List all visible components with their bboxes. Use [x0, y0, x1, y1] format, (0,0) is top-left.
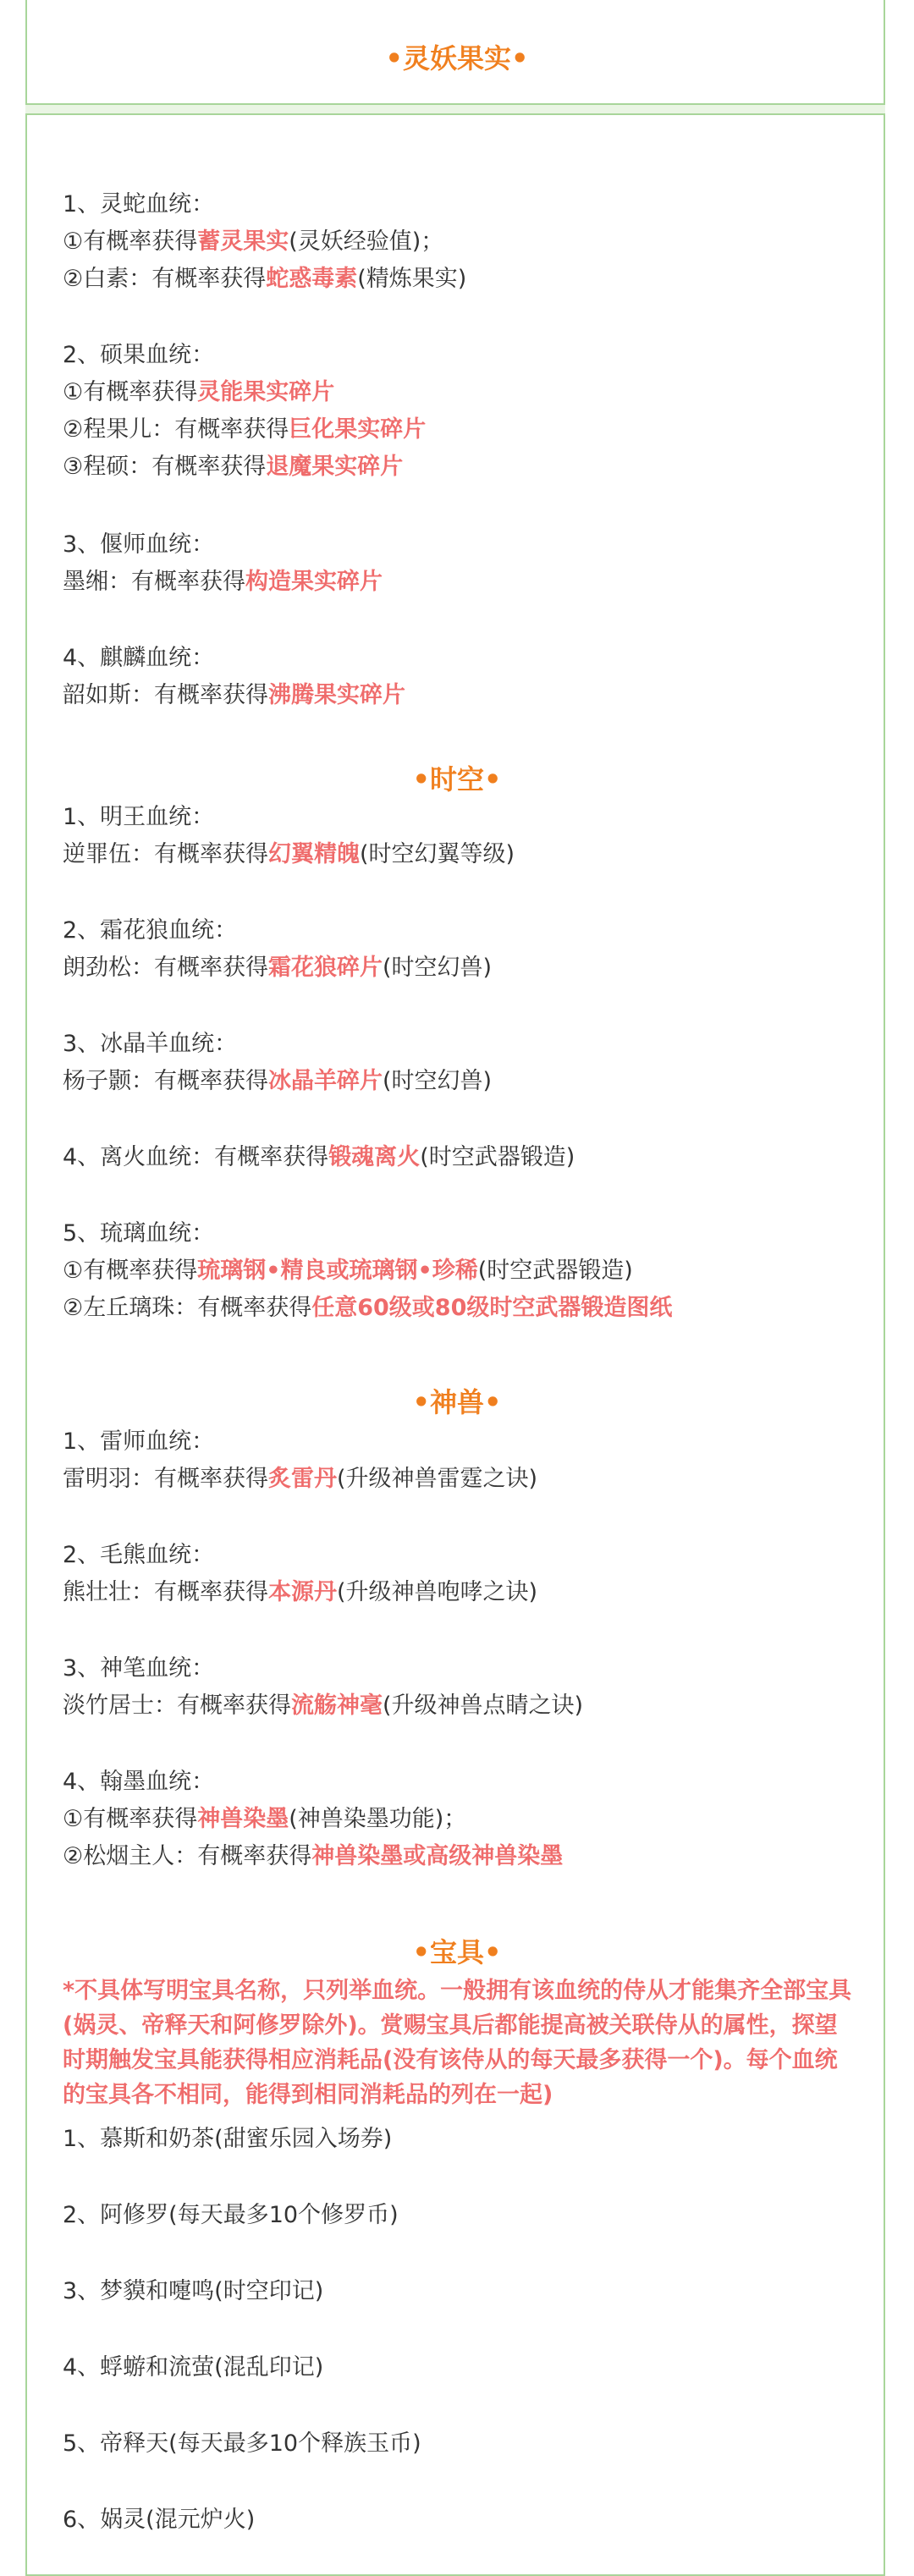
text-line: ①有概率获得琉璃钢•精良或琉璃钢•珍稀(时空武器锻造) [63, 1258, 633, 1284]
item-highlight: 本源丹 [268, 1579, 337, 1605]
text-line: 5、琉璃血统： [63, 1220, 215, 1247]
item-highlight: 蛇惑毒素 [266, 266, 358, 292]
text-line: ②松烟主人：有概率获得神兽染墨或高级神兽染墨 [63, 1843, 564, 1869]
item-highlight: 幻翼精魄 [268, 841, 360, 867]
item-highlight: 任意60级或80级时空武器锻造图纸 [311, 1295, 673, 1321]
item-highlight: 流觞神毫 [291, 1693, 383, 1719]
text-line: 3、偃师血统： [63, 531, 215, 558]
section-heading-baoju: •宝具• [412, 1936, 502, 1968]
text-line: 朗劲松：有概率获得霜花狼碎片(时空幻兽) [63, 955, 493, 981]
text-line: 2、霜花狼血统： [63, 917, 238, 944]
text-line: 逆罪伍：有概率获得幻翼精魄(时空幻翼等级) [63, 841, 515, 867]
text-line: 4、离火血统：有概率获得锻魂离火(时空武器锻造) [63, 1144, 575, 1170]
text-line: 韶如斯：有概率获得沸腾果实碎片 [63, 682, 405, 708]
item-highlight: 蓄灵果实 [197, 228, 289, 255]
text-line: 3、冰晶羊血统： [63, 1031, 238, 1057]
section-heading-shikong: •时空• [412, 763, 502, 795]
text-line: 雷明羽：有概率获得炙雷丹(升级神兽雷霆之诀) [63, 1466, 538, 1492]
text-line: 墨缃：有概率获得构造果实碎片 [63, 569, 383, 595]
item-highlight: 霜花狼碎片 [268, 955, 383, 981]
text-line: 3、梦貘和嚏鸣(时空印记) [63, 2278, 324, 2304]
text-line: 熊壮壮：有概率获得本源丹(升级神兽咆哮之诀) [63, 1579, 538, 1605]
item-highlight: 神兽染墨 [197, 1806, 289, 1832]
text-line: ②左丘璃珠：有概率获得任意60级或80级时空武器锻造图纸 [63, 1295, 673, 1321]
text-line: 杨子颢：有概率获得冰晶羊碎片(时空幻兽) [63, 1068, 493, 1094]
item-highlight: 冰晶羊碎片 [268, 1068, 383, 1094]
page-title: •灵妖果实• [385, 42, 529, 74]
item-highlight: 锻魂离火 [328, 1144, 421, 1170]
text-line: 6、娲灵(混元炉火) [63, 2507, 256, 2533]
text-line: ①有概率获得灵能果实碎片 [63, 379, 335, 405]
text-line: ①有概率获得神兽染墨(神兽染墨功能)； [63, 1806, 467, 1832]
item-highlight: 琉璃钢•精良或琉璃钢•珍稀 [197, 1258, 478, 1284]
text-line: 4、蜉蝣和流萤(混乱印记) [63, 2354, 324, 2381]
baoju-note: *不具体写明宝具名称，只列举血统。一般拥有该血统的侍从才能集齐全部宝具(娲灵、帝释天和阿修罗除外)。赏赐宝具后都能提高被关联侍从的属性，探望时期触发宝具能获得相应消耗品(没有该侍从的每天最多获得一个)。每个血统的宝具各不相同，能得到相同消耗品的列在一起) [63, 1978, 852, 2108]
text-line: 2、阿修罗(每天最多10个修罗币) [63, 2202, 399, 2228]
text-line: 4、麒麟血统： [63, 645, 215, 671]
item-highlight: 炙雷丹 [268, 1466, 337, 1492]
text-line: ②白素：有概率获得蛇惑毒素(精炼果实) [63, 266, 467, 292]
text-line: ②程果儿：有概率获得巨化果实碎片 [63, 416, 427, 443]
text-line: 5、帝释天(每天最多10个释族玉币) [63, 2430, 421, 2457]
text-line: 1、明王血统： [63, 804, 215, 830]
text-line: 2、毛熊血统： [63, 1542, 215, 1568]
text-line: 1、慕斯和奶茶(甜蜜乐园入场券) [63, 2126, 393, 2152]
item-highlight: 神兽染墨或高级神兽染墨 [311, 1843, 564, 1869]
item-highlight: 沸腾果实碎片 [268, 682, 405, 708]
section-heading-shenshou: •神兽• [412, 1386, 502, 1418]
item-highlight: 巨化果实碎片 [289, 416, 427, 443]
text-line: 4、翰墨血统： [63, 1769, 215, 1795]
text-line: 淡竹居士：有概率获得流觞神毫(升级神兽点睛之诀) [63, 1693, 584, 1719]
item-highlight: 退魔果实碎片 [266, 454, 404, 480]
text-line: ③程硕：有概率获得退魔果实碎片 [63, 454, 404, 480]
text-line: 3、神笔血统： [63, 1655, 215, 1682]
item-highlight: 灵能果实碎片 [197, 379, 335, 405]
divider [25, 105, 885, 113]
text-line: 1、雷师血统： [63, 1428, 215, 1455]
item-highlight: 构造果实碎片 [245, 569, 383, 595]
text-line: 2、硕果血统： [63, 342, 215, 368]
text-line: ①有概率获得蓄灵果实(灵妖经验值)； [63, 228, 444, 255]
text-line: 1、灵蛇血统： [63, 191, 215, 217]
